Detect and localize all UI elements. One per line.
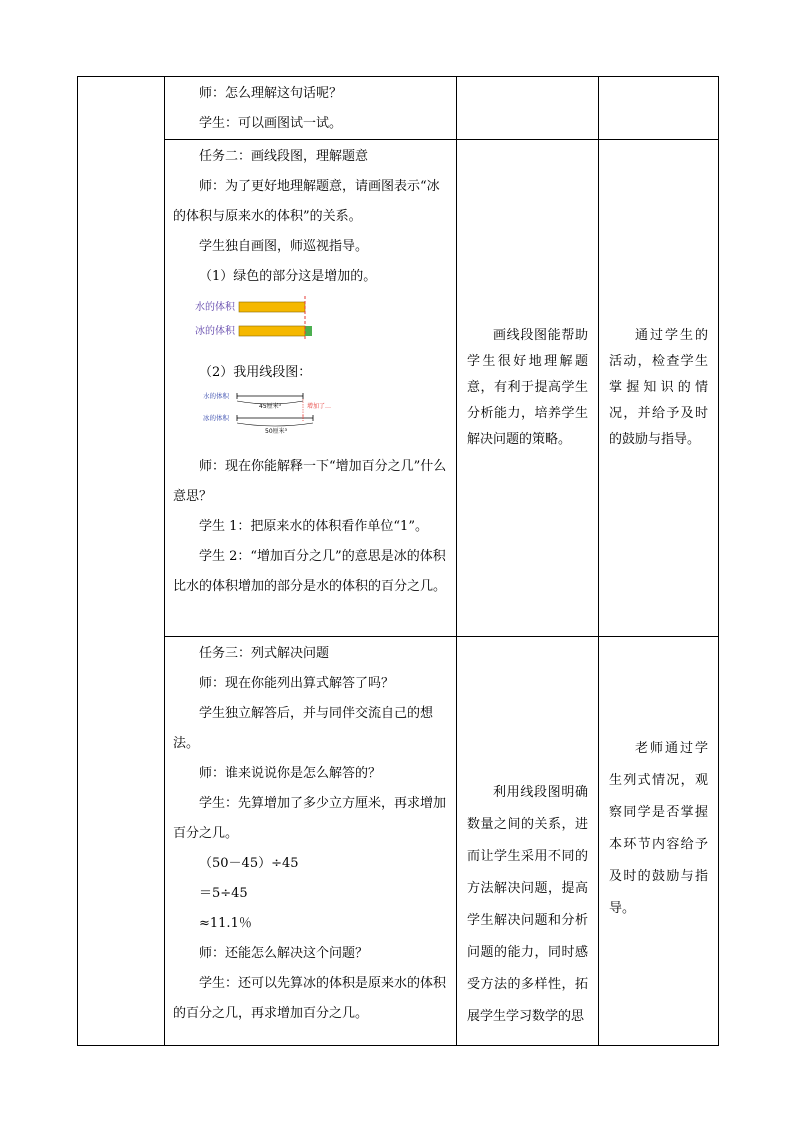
- text-line: 师：怎么理解这句话呢？: [199, 86, 343, 101]
- water-bar: [239, 302, 305, 312]
- formula-line: ≈11.1％: [199, 916, 252, 931]
- text-line: 学生：还可以先算冰的体积是原来水的体积的百分之几，再求增加百分之几。: [173, 976, 447, 1021]
- design-text: 画线段图能帮助学生很好地理解题意，有利于提高学生分析能力，培养学生解决问题的策略。: [467, 328, 588, 447]
- ice-volume-label: 冰的体积: [195, 326, 235, 337]
- ice-brace: [237, 423, 313, 426]
- text-line: 师：还能怎么解决这个问题？: [199, 946, 369, 961]
- text-line: 学生：先算增加了多少立方厘米，再求增加百分之几。: [173, 796, 447, 841]
- text-line: 学生独自画图，师巡视指导。: [199, 239, 369, 254]
- ice-value-label: 50厘米³: [265, 428, 288, 435]
- task-heading: 任务二：画线段图，理解题意: [199, 149, 369, 164]
- evaluation-cell: [599, 77, 719, 140]
- text-line: 师：现在你能列出算式解答了吗？: [199, 676, 395, 691]
- evaluation-cell: [599, 140, 719, 637]
- table-row: [78, 140, 719, 637]
- evaluation-cell: [599, 637, 719, 1046]
- increase-label: 增加了…: [307, 403, 332, 410]
- evaluation-text: 老师通过学生列式情况，观察同学是否掌握本环节内容给予及时的鼓励与指导。: [609, 741, 708, 916]
- formula-line: （50－45）÷45: [199, 856, 299, 871]
- evaluation-text: 通过学生的活动，检查学生掌握知识的情况，并给予及时的鼓励与指导。: [609, 328, 708, 447]
- table-row: [78, 637, 719, 1046]
- ice-bar: [239, 326, 305, 336]
- segment-diagram: [203, 388, 353, 436]
- lesson-plan-table: [77, 76, 719, 1046]
- bar-diagram: [195, 294, 335, 340]
- design-cell: [457, 637, 599, 1046]
- design-cell: [457, 77, 599, 140]
- evaluation-note: [599, 637, 718, 1045]
- table-row: [78, 77, 719, 140]
- text-line: 师：为了更好地理解题意，请画图表示“冰的体积与原来水的体积”的关系。: [173, 179, 440, 224]
- water-volume-label: 水的体积: [195, 302, 235, 313]
- text-line: 学生 2：“增加百分之几”的意思是冰的体积比水的体积增加的部分是水的体积的百分之几。: [173, 549, 447, 594]
- text-line: 学生：可以画图试一试。: [199, 116, 343, 131]
- design-cell: [457, 140, 599, 637]
- activity-cell: [165, 77, 457, 140]
- design-note: [457, 140, 598, 636]
- stage-column-cell: [78, 77, 165, 1046]
- formula-line: ＝5÷45: [199, 886, 248, 901]
- design-note: [457, 637, 598, 1045]
- task-heading: 任务三：列式解决问题: [199, 646, 330, 661]
- text-line: 师：谁来说说你是怎么解答的？: [199, 766, 382, 781]
- increase-bar: [305, 326, 312, 336]
- text-line: 师：现在你能解释一下“增加百分之几”什么意思？: [173, 459, 447, 504]
- text-line: （1）绿色的部分这是增加的。: [199, 269, 377, 284]
- activity-cell: [165, 140, 457, 637]
- water-value-label: 45厘米³: [259, 403, 282, 410]
- text-line: 学生独立解答后，并与同伴交流自己的想法。: [173, 706, 434, 751]
- design-text: 利用线段图明确数量之间的关系，进而让学生采用不同的方法解决问题，提高学生解决问题和分析问题的能力，同时感受方法的多样性，拓展学生学习数学的思: [467, 785, 588, 1024]
- evaluation-note: [599, 140, 718, 636]
- water-volume-label: 水的体积: [203, 392, 229, 400]
- activity-cell: [165, 637, 457, 1046]
- text-line: （2）我用线段图：: [199, 365, 312, 380]
- text-line: 学生 1：把原来水的体积看作单位“1”。: [199, 519, 428, 534]
- ice-volume-label: 冰的体积: [203, 414, 229, 422]
